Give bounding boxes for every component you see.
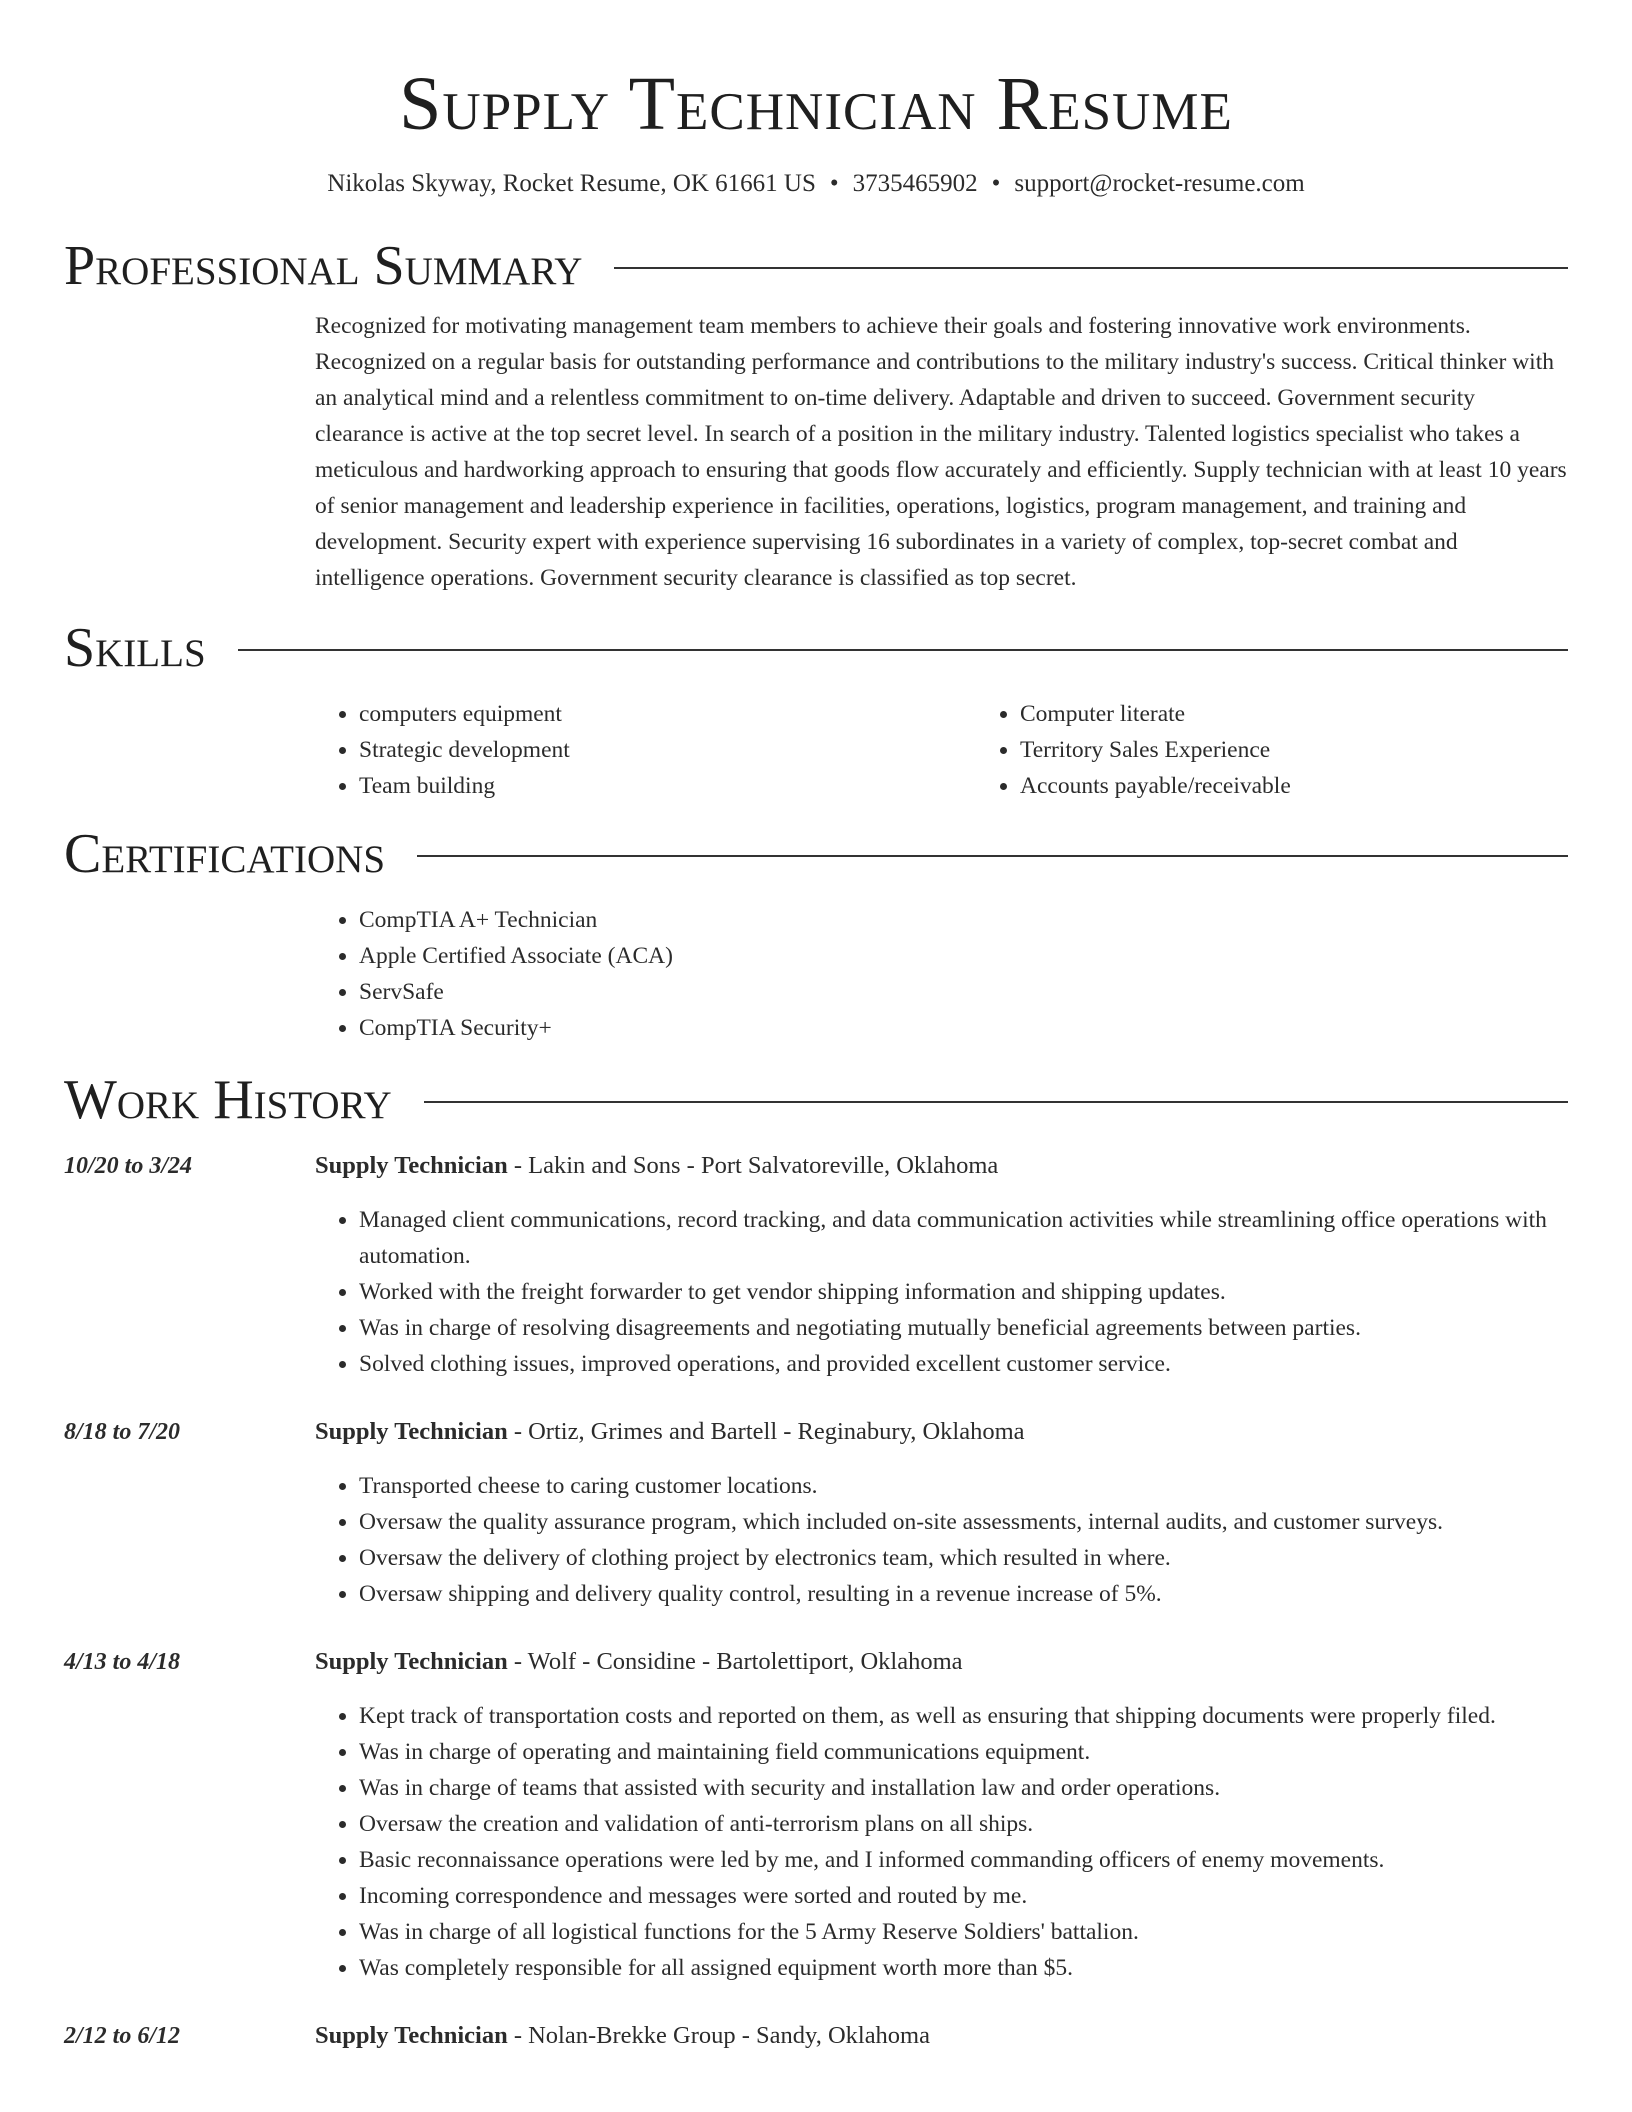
job-duty: • Oversaw the quality assurance program, which included on-site assessments, internal audits, and customer surveys. <box>359 1504 1568 1540</box>
job-duty: • Oversaw shipping and delivery quality control, resulting in a revenue increase of 5%. <box>359 1576 1568 1612</box>
skill-item: • Territory Sales Experience <box>1020 732 1632 768</box>
job-body <box>315 2018 1568 2072</box>
job-employer: - Nolan-Brekke Group - Sandy, Oklahoma <box>507 2022 930 2049</box>
work-heading: Work History <box>64 1069 392 1131</box>
job-duties <box>315 1468 1568 1612</box>
job-duty: • Worked with the freight forwarder to get vendor shipping information and shipping updates. <box>359 1274 1568 1310</box>
section-rule <box>238 649 1568 651</box>
job-duty: • Was in charge of resolving disagreements and negotiating mutually beneficial agreements between parties. <box>359 1310 1568 1346</box>
job-dates: 2/12 to 6/12 <box>64 2023 181 2049</box>
job-title: Supply Technician <box>315 1152 508 1179</box>
skill-item: • Team building <box>359 768 976 804</box>
job-duty: • Was in charge of teams that assisted with security and installation law and order operations. <box>359 1770 1568 1806</box>
job-dates: 4/13 to 4/18 <box>64 1649 181 1675</box>
certification-item: • CompTIA Security+ <box>359 1010 1568 1046</box>
summary-heading: Professional Summary <box>64 235 583 297</box>
job-duty: • Transported cheese to caring customer locations. <box>359 1468 1568 1504</box>
job-duty: • Was in charge of operating and maintaining field communications equipment. <box>359 1734 1568 1770</box>
job-header <box>315 1644 1568 1680</box>
job-duty: • Oversaw the delivery of clothing project by electronics team, which resulted in where. <box>359 1540 1568 1576</box>
contact-address: Nikolas Skyway, Rocket Resume, OK 61661 US <box>327 170 816 197</box>
job-body <box>315 1148 1568 1382</box>
job-employer: - Ortiz, Grimes and Bartell - Reginabury, Oklahoma <box>507 1418 1025 1445</box>
resume-title: Supply Technician Resume <box>399 62 1233 146</box>
job-title: Supply Technician <box>315 1648 508 1675</box>
skill-item: • Computer literate <box>1020 696 1632 732</box>
summary-text: Recognized for motivating management team members to achieve their goals and fostering innovative work environments. Recognized on a regular basis for outstanding performance and contributions to the military industry's success. Critical thinker with an analytical mind and a relentless commitment to on-time delivery. Adaptable and driven to succeed. Government security clearance is active at the top secret level. In search of a position in the military industry. Talented logistics specialist who takes a meticulous and hardworking approach to ensuring that goods flow accurately and efficiently. Supply technician with at least 10 years of senior management and leadership experience in facilities, operations, logistics, program management, and training and development. Security expert with experience supervising 16 subordinates in a variety of complex, top-secret combat and intelligence operations. Government security clearance is classified as top secret. <box>315 313 1567 591</box>
summary-section-header <box>64 234 1568 298</box>
job-employer: - Lakin and Sons - Port Salvatoreville, Oklahoma <box>507 1152 999 1179</box>
job-entry <box>64 1644 1568 1986</box>
job-duties <box>315 1698 1568 1986</box>
job-title: Supply Technician <box>315 1418 508 1445</box>
skills-list-right <box>976 696 1632 804</box>
job-duty: • Managed client communications, record tracking, and data communication activities while streamlining office operations with automation. <box>359 1202 1568 1274</box>
section-rule <box>614 267 1568 269</box>
job-duty: • Basic reconnaissance operations were led by me, and I informed commanding officers of enemy movements. <box>359 1842 1568 1878</box>
skill-item: • Strategic development <box>359 732 976 768</box>
contact-separator: • <box>829 170 839 197</box>
section-rule <box>424 1101 1568 1103</box>
job-duty: • Was in charge of all logistical functions for the 5 Army Reserve Soldiers' battalion. <box>359 1914 1568 1950</box>
job-duty: • Incoming correspondence and messages were sorted and routed by me. <box>359 1878 1568 1914</box>
skills-heading: Skills <box>64 617 206 679</box>
job-dates: 8/18 to 7/20 <box>64 1419 181 1445</box>
job-entry <box>64 1414 1568 1612</box>
certifications-section-header <box>64 822 1568 886</box>
job-dates: 10/20 to 3/24 <box>64 1153 193 1179</box>
skills-section-header <box>64 616 1568 680</box>
job-header <box>315 1414 1568 1450</box>
job-duty: • Was completely responsible for all assigned equipment worth more than $5. <box>359 1950 1568 1986</box>
skill-item: • Accounts payable/receivable <box>1020 768 1632 804</box>
summary-section <box>315 308 1568 596</box>
job-employer: - Wolf - Considine - Bartolettiport, Oklahoma <box>507 1648 963 1675</box>
job-body <box>315 1644 1568 1986</box>
job-duty: • Solved clothing issues, improved operations, and provided excellent customer service. <box>359 1346 1568 1382</box>
job-body <box>315 1414 1568 1612</box>
certifications-section <box>315 902 1568 1046</box>
skills-list-left <box>315 696 976 804</box>
skill-item: • computers equipment <box>359 696 976 732</box>
section-rule <box>417 855 1568 857</box>
contact-email: support@rocket-resume.com <box>1014 170 1305 197</box>
job-entry <box>64 2018 1568 2072</box>
resume-page <box>64 0 1568 2072</box>
job-duties <box>315 1202 1568 1382</box>
certification-item: • CompTIA A+ Technician <box>359 902 1568 938</box>
job-entry <box>64 1148 1568 1382</box>
job-title: Supply Technician <box>315 2022 508 2049</box>
contact-phone: 3735465902 <box>852 170 978 197</box>
certification-item: • ServSafe <box>359 974 1568 1010</box>
contact-separator: • <box>991 170 1001 197</box>
job-duty: • Oversaw the creation and validation of anti-terrorism plans on all ships. <box>359 1806 1568 1842</box>
work-section-header <box>64 1068 1568 1132</box>
certification-item: • Apple Certified Associate (ACA) <box>359 938 1568 974</box>
job-duty: • Kept track of transportation costs and reported on them, as well as ensuring that shipping documents were properly filed. <box>359 1698 1568 1734</box>
skills-section <box>315 696 1568 804</box>
certifications-list <box>315 902 1568 1046</box>
certifications-heading: Certifications <box>64 823 386 885</box>
job-header <box>315 1148 1568 1184</box>
job-header <box>315 2018 1568 2054</box>
contact-line <box>64 168 1568 200</box>
